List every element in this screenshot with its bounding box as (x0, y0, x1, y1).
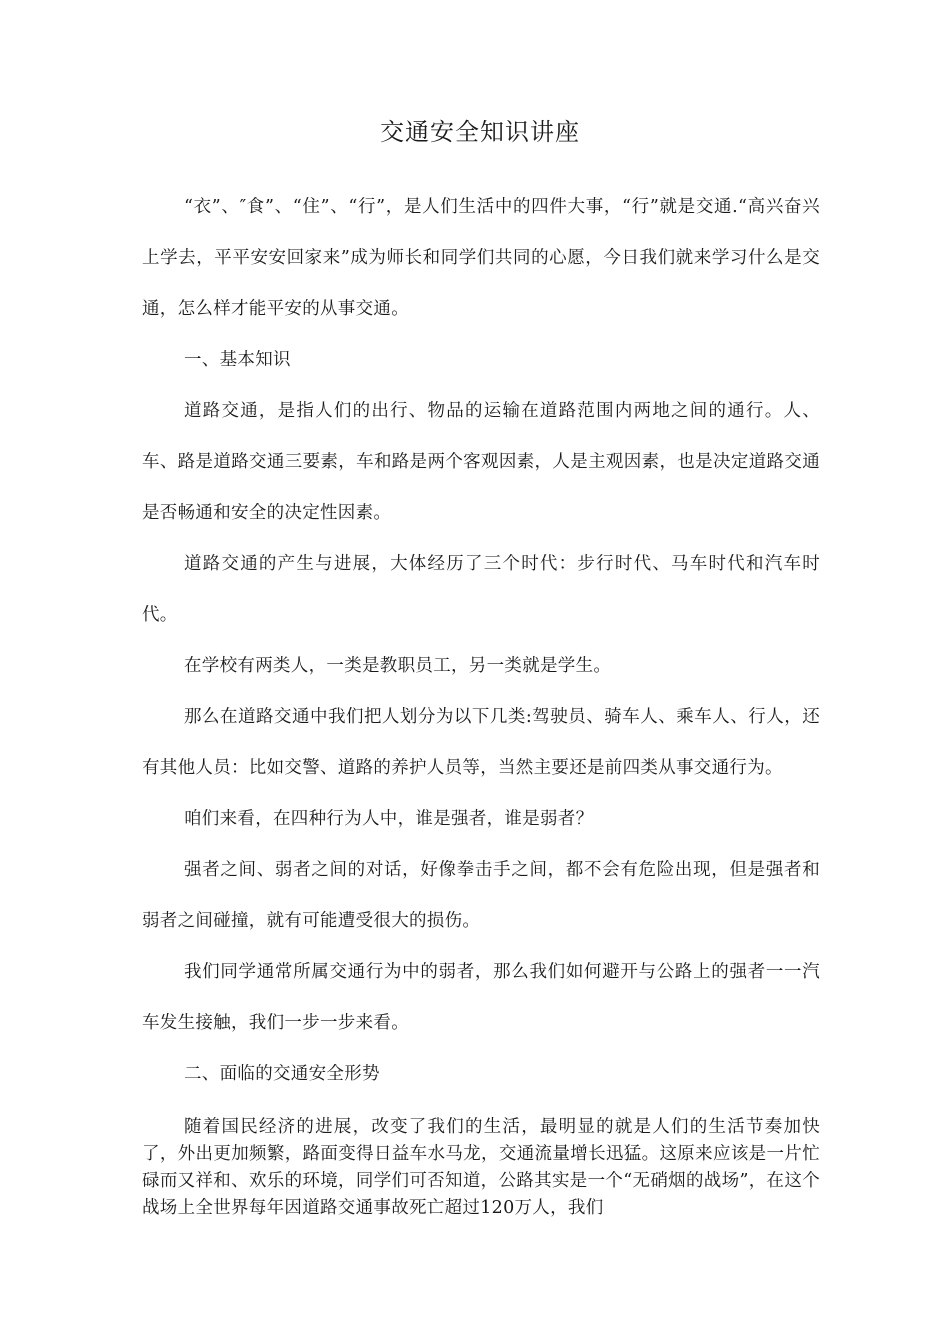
paragraph-intro: “衣”、″食”、“住”、“行”，是人们生活中的四件大事，“行”就是交通.“高兴奋兴上学去，平平安安回家来”成为师长和同学们共同的心愿，今日我们就来学习什么是交通，怎么样才能平安的从事交通。 (142, 197, 820, 319)
section-heading-traffic-situation: 二、面临的交通安全形势 (184, 1064, 380, 1084)
paragraph-avoid-cars: 我们同学通常所属交通行为中的弱者，那么我们如何避开与公路上的强者一一汽车发生接触，我们一步一步来看。 (142, 962, 820, 1033)
paragraph-traffic-eras: 道路交通的产生与进展，大体经历了三个时代：步行时代、马车时代和汽车时代。 (142, 554, 820, 625)
paragraph-school-people: 在学校有两类人，一类是教职员工，另一类就是学生。 (184, 656, 612, 676)
document-title: 交通安全知识讲座 (380, 118, 580, 146)
document-body (142, 182, 820, 1222)
paragraph-collision: 强者之间、弱者之间的对话，好像拳击手之间，都不会有危险出现，但是强者和弱者之间碰撞，就有可能遭受很大的损伤。 (142, 860, 820, 931)
section-heading-basic-knowledge: 一、基本知识 (184, 350, 291, 370)
paragraph-strong-weak-question: 咱们来看，在四种行为人中，谁是强者，谁是弱者？ (184, 809, 594, 829)
paragraph-road-traffic-definition: 道路交通，是指人们的出行、物品的运输在道路范围内两地之间的通行。人、车、路是道路交通三要素，车和路是两个客观因素，人是主观因素，也是决定道路交通是否畅通和安全的决定性因素。 (142, 401, 820, 523)
paragraph-economy-growth: 随着国民经济的进展，改变了我们的生活，最明显的就是人们的生活节奏加快了，外出更加频繁，路面变得日益车水马龙，交通流量增长迅猛。这原来应该是一片忙碌而又祥和、欢乐的环境，同学们可否知道，公路其实是一个“无硝烟的战场”，在这个战场上全世界每年因道路交通事故死亡超过120万人，我们 (142, 1117, 820, 1218)
paragraph-traffic-participants: 那么在道路交通中我们把人划分为以下几类:驾驶员、骑车人、乘车人、行人，还有其他人员：比如交警、道路的养护人员等，当然主要还是前四类从事交通行为。 (142, 707, 820, 778)
